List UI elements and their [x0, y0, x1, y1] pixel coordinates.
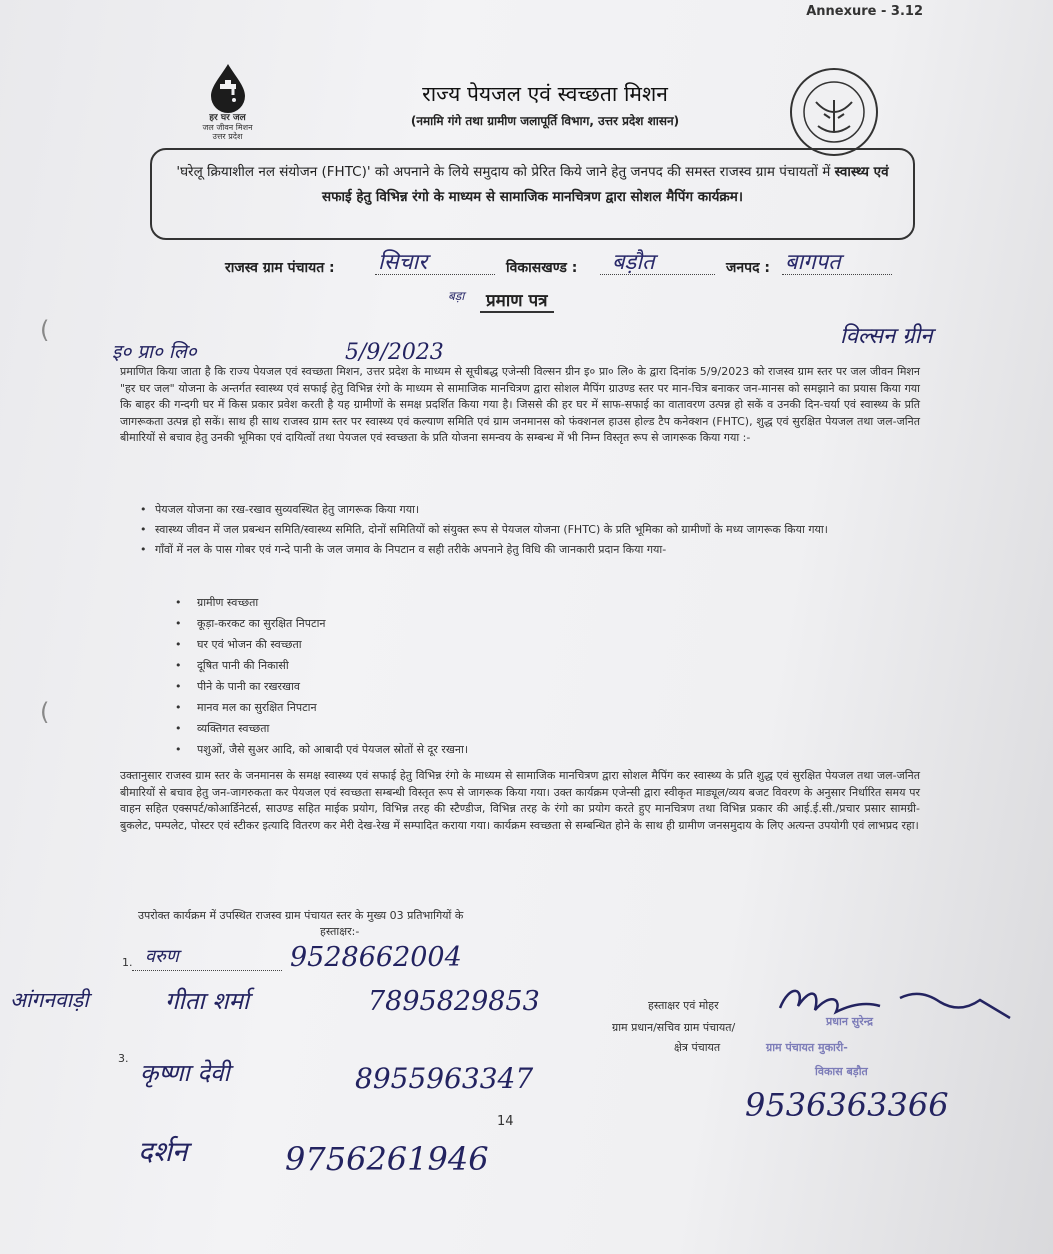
page-number: 14: [497, 1114, 514, 1129]
certificate-paragraph-1: प्रमाणित किया जाता है कि राज्य पेयजल एवं स्वच्छता मिशन, उत्तर प्रदेश के माध्यम से सूचीबद्ध एजेन्सी विल्सन ग्रीन इ० प्रा० लि० के द्वारा दिनांक 5/9/2023 को राजस्व ग्राम स्तर पर जल जीवन मिशन "हर घर जल" योजना के अन्तर्गत स्वास्थ्य एवं सफाई हेतु विभिन्न रंगो के माध्यम से सामाजिक मानचित्रण द्वारा सोशल मैपिंग ग्राउण्ड स्तर पर मान-चित्र बनाकर जन-मानस को समझाने का प्रयास किया गया कि बाहर की गन्दगी घर में किस प्रकार प्रवेश करती है यह ग्रामीणों के समक्ष प्रदर्शित किया गया है। जिससे की हर घर में साफ-सफाई का वातावरण उत्पन्न हो सकें व उनकी दिन-चर्या एवं स्वास्थ्य के प्रति जागरूकता उत्पन्न हो सकें। साथ ही साथ राजस्व ग्राम स्तर पर स्वास्थ्य एवं कल्याण समिति एवं ग्राम जनमानस को फंक्शनल हाउस होल्ड टैप कनेक्शन (FHTC), शुद्ध एवं सुरक्षित पेयजल तथा जल-जनित बीमारियों से बचाव हेतु उनकी भूमिका एवं दायित्वों तथा पेयजल एवं स्वच्छता के प्रति योजना समन्वय के सम्बन्ध में भी निम्न विस्तृत रूप से जागरूक किया गया :-: [120, 365, 920, 445]
participant-number: 3.: [118, 1052, 129, 1065]
handwritten-date: 5/9/2023: [345, 340, 444, 365]
block-value: बड़ौत: [612, 250, 655, 275]
block-underline: [600, 274, 715, 275]
punch-mark: (: [40, 316, 50, 344]
annexure-label: Annexure - 3.12: [806, 4, 923, 19]
authority-role-line1: ग्राम प्रधान/सचिव ग्राम पंचायत/: [612, 1021, 736, 1034]
mission-subtitle: (नमामि गंगे तथा ग्रामीण जलापूर्ति विभाग, उत्तर प्रदेश शासन): [410, 114, 680, 128]
authority-phone: 9536363366: [745, 1086, 949, 1124]
district-value: बागपत: [785, 250, 841, 275]
participant-name: वरुण: [145, 946, 179, 967]
hygiene-sub-list: [175, 592, 468, 760]
district-underline: [782, 274, 892, 275]
sub-item: • पीने के पानी का रखरखाव: [175, 676, 468, 697]
authority-signature: [770, 978, 1030, 1028]
mission-title: राज्य पेयजल एवं स्वच्छता मिशन: [422, 82, 668, 106]
certificate-title: प्रमाण पत्र: [480, 288, 554, 313]
certificate-prefix: बड़ा: [448, 289, 465, 303]
participant-number: 1.: [122, 956, 133, 969]
stamp-line-3: विकास बड़ौत: [815, 1065, 868, 1078]
participants-intro: उपरोक्त कार्यक्रम में उपस्थित राजस्व ग्राम पंचायत स्तर के मुख्य 03 प्रतिभागियों के: [138, 909, 464, 922]
participant-phone: 8955963347: [355, 1062, 534, 1095]
bullet-item: • स्वास्थ्य जीवन में जल प्रबन्धन समिति/स्वास्थ्य समिति, दोनों समितियों को संयुक्त रूप से पेयजल योजना (FHTC) के प्रति भूमिका को ग्रामीणों के मध्य जागरूक किया गया।: [140, 522, 930, 537]
program-headline-box: [150, 148, 915, 240]
participant-name: दर्शन: [138, 1135, 188, 1168]
village-label: राजस्व ग्राम पंचायत :: [225, 260, 335, 276]
sub-item: • व्यक्तिगत स्वच्छता: [175, 718, 468, 739]
village-value: सिचार: [378, 250, 428, 275]
participant-phone: 9528662004: [290, 942, 462, 973]
participant-name: कृष्णा देवी: [140, 1059, 230, 1087]
signature-line: [132, 970, 282, 971]
headline-bold-text: स्वास्थ्य एवं सफाई हेतु विभिन्न रंगो के माध्यम से सामाजिक मानचित्रण द्वारा सोशल मैपिंग कार्यक्रम।: [321, 164, 889, 205]
sub-item: • दूषित पानी की निकासी: [175, 655, 468, 676]
sub-item: • घर एवं भोजन की स्वच्छता: [175, 634, 468, 655]
participant-name: गीता शर्मा: [165, 987, 250, 1015]
sign-and-seal-label: हस्ताक्षर एवं मोहर: [648, 999, 719, 1012]
village-underline: [375, 274, 495, 275]
logo-caption-3: उत्तर प्रदेश: [212, 132, 243, 141]
bullet-item: • पेयजल योजना का रख-रखाव सुव्यवस्थित हेतु जागरूक किया गया।: [140, 502, 930, 517]
sub-item: • मानव मल का सुरक्षित निपटान: [175, 697, 468, 718]
participant-designation: आंगनवाड़ी: [10, 988, 89, 1012]
headline-text: 'घरेलू क्रियाशील नल संयोजन (FHTC)' को अपनाने के लिये समुदाय को प्रेरित किये जाने हेतु जनपद की समस्त राजस्व ग्राम पंचायतों में: [176, 164, 835, 180]
stamp-line-1: प्रधान सुरेन्द्र: [826, 1015, 873, 1028]
awareness-bullet-list: [140, 502, 930, 562]
participants-sign-label: हस्ताक्षर:-: [320, 925, 360, 938]
punch-mark: (: [40, 698, 50, 726]
bullet-item: • गाँवों में नल के पास गोबर एवं गन्दे पानी के जल जमाव के निपटान व सही तरीके अपनाने हेतु विधि की जानकारी प्रदान किया गया-: [140, 542, 930, 557]
participant-phone: 7895829853: [368, 986, 540, 1017]
sub-item: • कूड़ा-करकट का सुरक्षित निपटान: [175, 613, 468, 634]
handwritten-agency-suffix: इ० प्रा० लि०: [112, 341, 197, 363]
stamp-line-2: ग्राम पंचायत मुकारी-: [766, 1041, 848, 1054]
logo-caption-2: जल जीवन मिशन: [202, 123, 253, 132]
sub-item: • ग्रामीण स्वच्छता: [175, 592, 468, 613]
emblem-icon: [788, 66, 880, 158]
authority-role-line2: क्षेत्र पंचायत: [674, 1041, 721, 1054]
participant-phone: 9756261946: [285, 1140, 489, 1178]
har-ghar-jal-logo: [190, 62, 265, 141]
water-drop-icon: [203, 62, 253, 114]
logo-caption-1: हर घर जल: [209, 113, 246, 123]
district-label: जनपद :: [726, 260, 771, 276]
handwritten-agency: विल्सन ग्रीन: [840, 324, 933, 349]
certificate-paragraph-2: उक्तानुसार राजस्व ग्राम स्तर के जनमानस के समक्ष स्वास्थ्य एवं सफाई हेतु विभिन्न रंगो के माध्यम से सामाजिक मानचित्रण द्वारा सोशल मैपिंग कर स्वास्थ्य के प्रति शुद्ध एवं सुरक्षित पेयजल तथा जल-जनित बीमारियों से बचाव हेतु जन-जागरुकता कर पेयजल एवं स्वच्छता सम्बन्धी विस्तृत रूप से जागरूक किया गया। उक्त कार्यक्रम एजेन्सी द्वारा स्वीकृत माड्यूल/व्यय बजट विवरण के अनुसार निर्धारित समय पर वाहन सहित एक्सपर्ट/कोआर्डिनेटर्स, साउण्ड सहित माईक प्रयोग, विभिन्न तरह की स्टैण्डीज, विभिन्न तरह के रंगो का प्रयोग करते हुए मानचित्रण तथा विभिन्न प्रकार की आई.ई.सी./प्रचार प्रसार सामग्री-बुकलेट, पम्पलेट, पोस्टर एवं स्टीकर इत्यादि वितरण कर मेरी देख-रेख में सम्पादित कराया गया। कार्यक्रम स्वच्छता से सम्बन्धित होने के साथ ही ग्रामीण जनसमुदाय के लिए अत्यन्त उपयोगी एवं लाभप्रद रहा।: [120, 769, 920, 832]
sub-item: • पशुओं, जैसे सुअर आदि, को आबादी एवं पेयजल स्रोतों से दूर रखना।: [175, 739, 468, 760]
block-label: विकासखण्ड :: [506, 260, 578, 276]
